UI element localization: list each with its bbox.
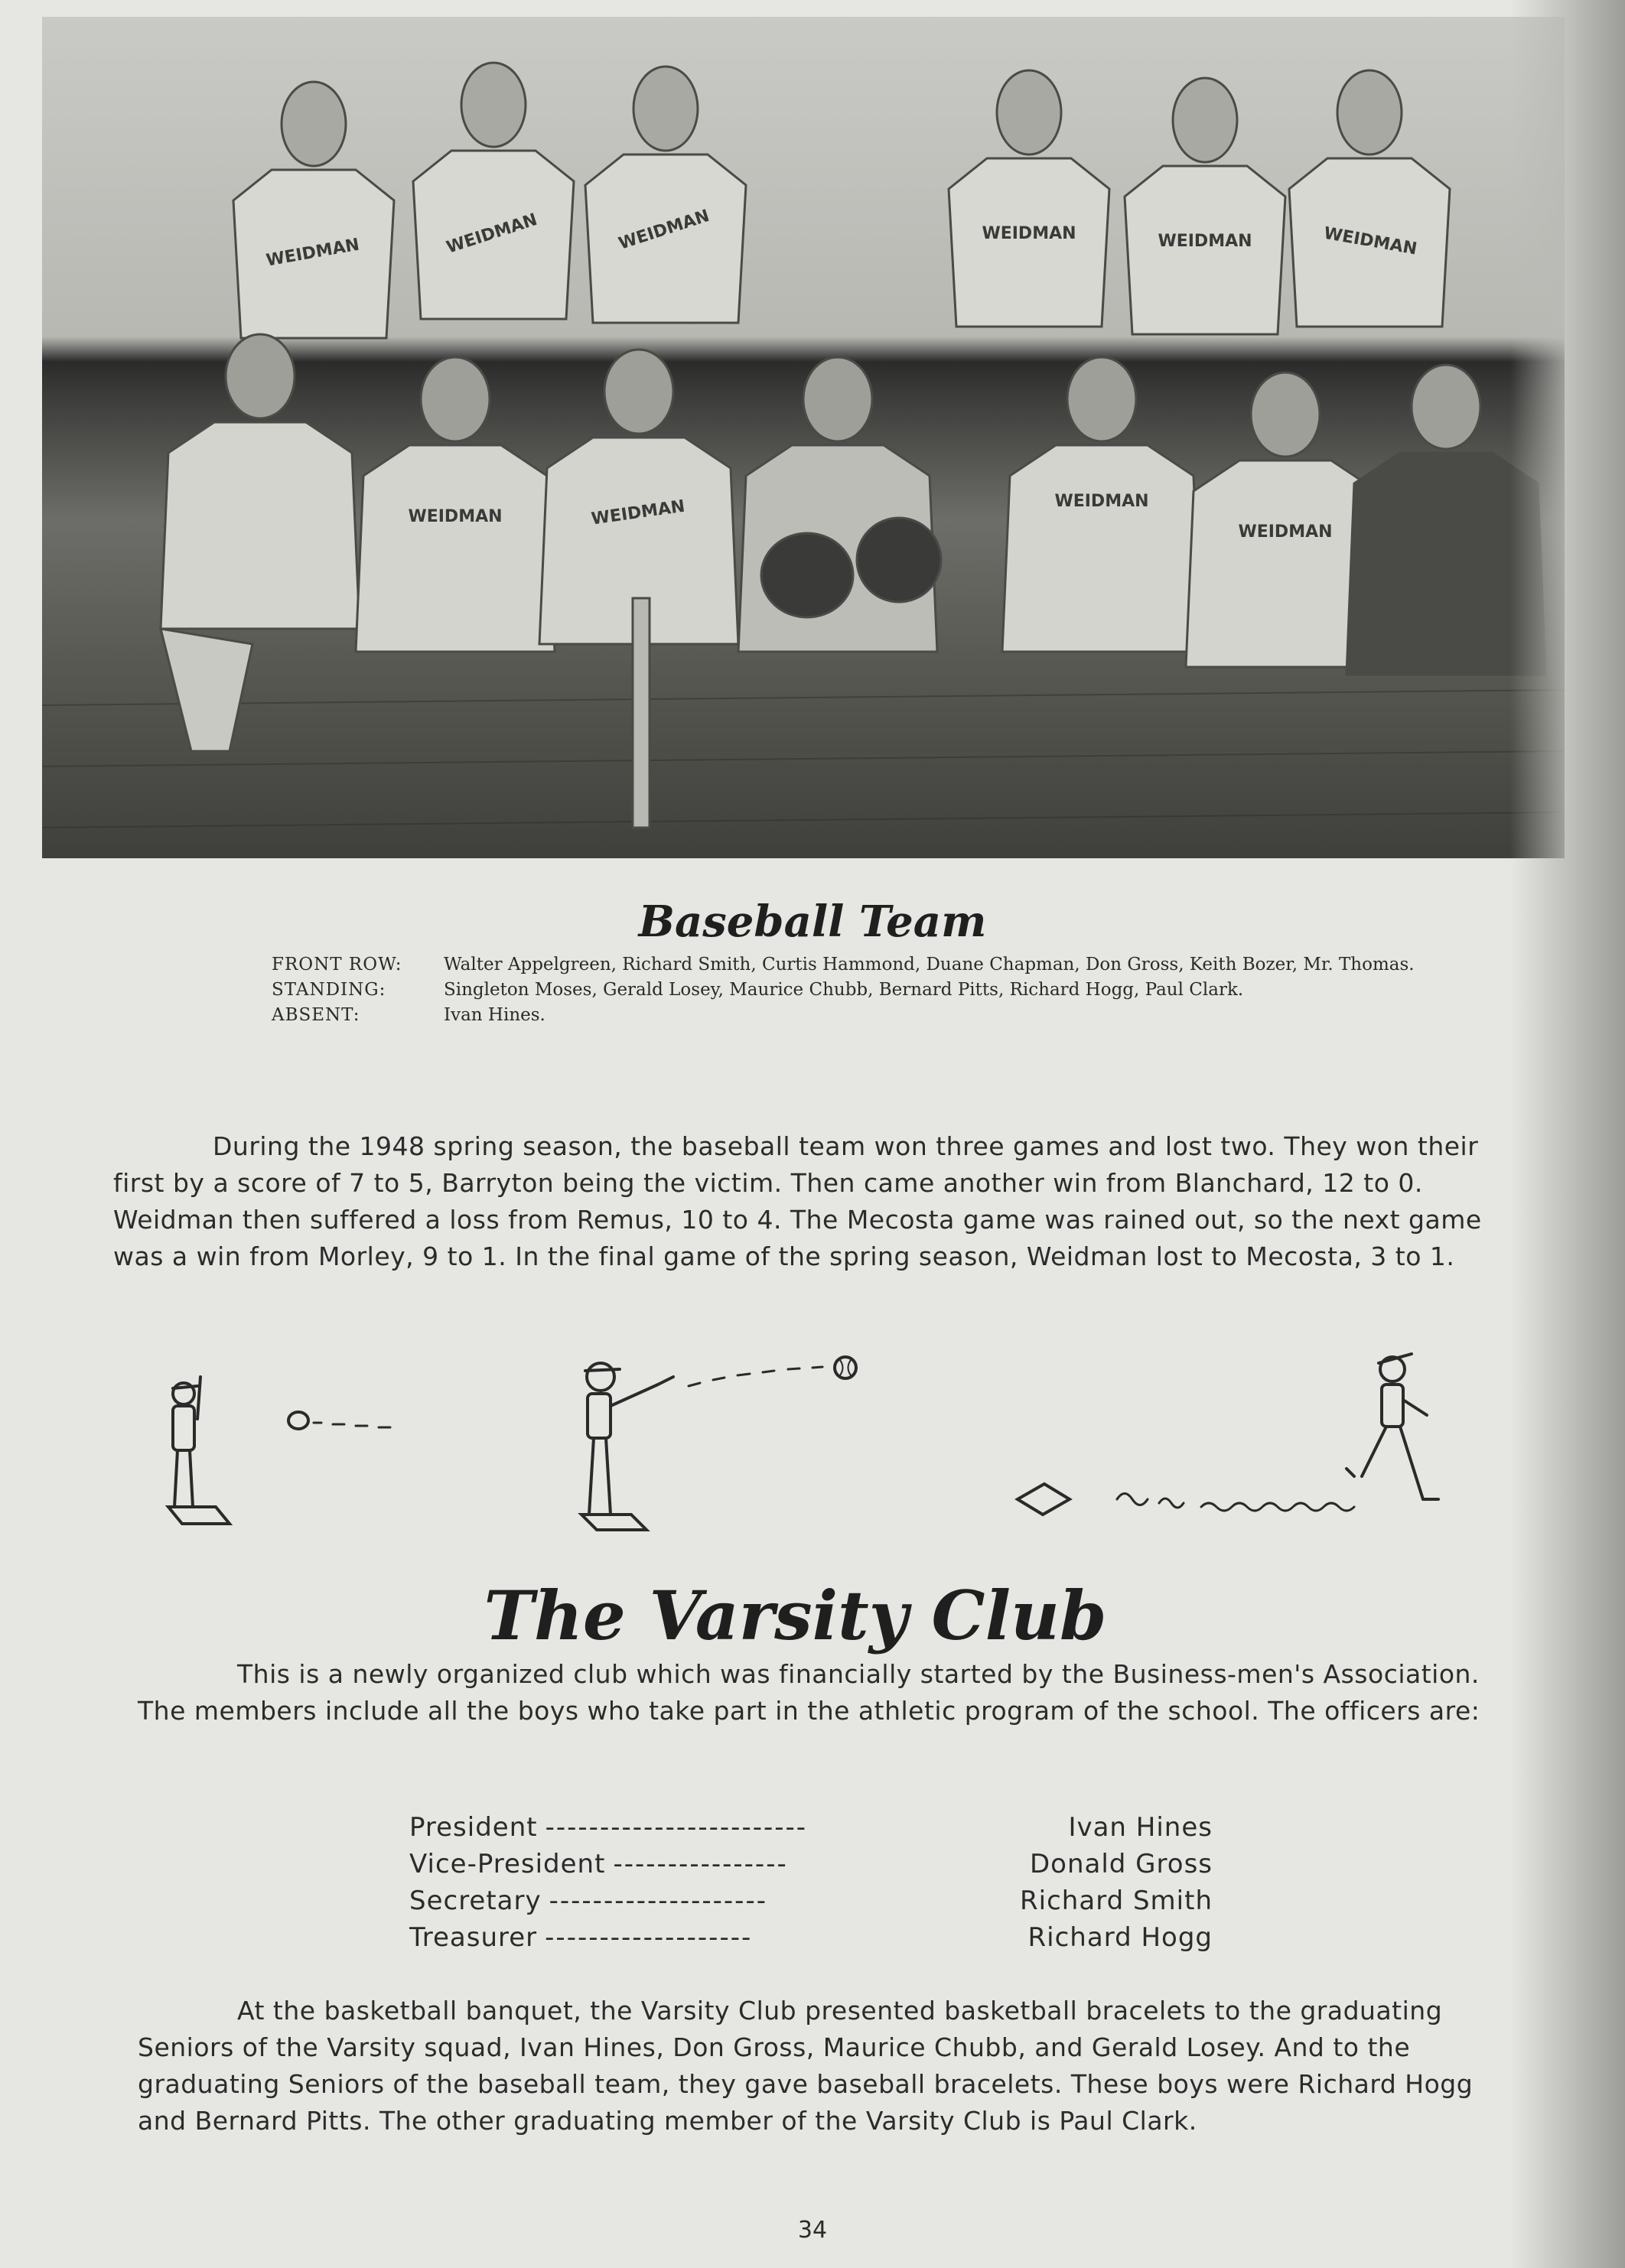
baseball-roster [272,952,1419,1028]
batter-figure-icon [168,1377,230,1524]
roster-names-standing: Singleton Moses, Gerald Losey, Maurice Chubb, Bernard Pitts, Richard Hogg, Paul Clark. [444,980,1244,1000]
officer-name: Donald Gross [1029,1849,1213,1879]
officer-leader-dashes: -------------------- [549,1886,767,1916]
page-number: 34 [797,2217,828,2244]
runner-figure-icon [1347,1354,1438,1499]
ball-icon [835,1357,856,1378]
jersey-text: WEIDMAN [1158,232,1252,251]
officer-leader-dashes: ---------------- [613,1849,788,1879]
officer-leader-dashes: ------------------- [545,1922,753,1953]
team-photo-figures [42,17,1565,858]
varsity-closing-paragraph [138,1993,1515,2139]
jersey-text: WEIDMAN [616,206,712,254]
jersey-text: WEIDMAN [265,235,361,271]
varsity-club-title: The Varsity Club [484,1576,1107,1655]
roster-label-absent: ABSENT: [272,1005,360,1025]
roster-label-front-row: FRONT ROW: [272,955,402,975]
roster-front-row [272,952,1419,978]
varsity-intro-text: This is a newly organized club which was financially started by the Business-men's Association. The members include all the boys who take part in the athletic program of the school. The officers are: [138,1659,1480,1726]
varsity-intro-paragraph [138,1656,1519,1729]
dust-trail-icon [1117,1494,1354,1511]
team-photo [42,17,1565,858]
roster-standing [272,978,1419,1003]
officer-title: Vice-President [409,1849,606,1879]
jersey-text: WEIDMAN [982,224,1076,243]
officer-title: Secretary [409,1886,542,1916]
baseball-team-title: Baseball Team [638,896,987,947]
officer-row-treasurer [409,1919,1213,1956]
officer-row-secretary [409,1882,1213,1919]
jersey-text: WEIDMAN [1322,223,1418,259]
officer-title: President [409,1812,538,1843]
baseball-cartoon-illustrations [138,1346,1454,1576]
roster-absent [272,1003,1419,1028]
batter-swinging-figure-icon [581,1363,822,1530]
ball-icon [288,1412,390,1429]
roster-names-front-row: Walter Appelgreen, Richard Smith, Curtis Hammond, Duane Chapman, Don Gross, Keith Bozer, Mr. Thomas. [444,955,1415,975]
binding-shadow [1510,0,1625,2268]
officer-name: Richard Smith [1020,1886,1213,1916]
officer-name: Richard Hogg [1027,1922,1213,1953]
base-icon [1018,1484,1070,1515]
jersey-text: WEIDMAN [444,210,540,258]
officer-leader-dashes: ------------------------ [545,1812,808,1843]
officers-list [409,1809,1213,1956]
officer-name: Ivan Hines [1068,1812,1213,1843]
baseball-season-text: During the 1948 spring season, the baseball team won three games and lost two. They won their first by a score of 7 to 5, Barryton being the victim. Then came another win from Blanchard, 12 to 0. Weidman then suffered a loss from Remus, 10 to 4. The Mecosta game was rained out, so the next game was a win from Morley, 9 to 1. In the final game of the spring season, Weidman lost to Mecosta, 3 to 1. [113,1131,1482,1271]
officer-row-president [409,1809,1213,1846]
officer-title: Treasurer [409,1922,538,1953]
roster-names-absent: Ivan Hines. [444,1005,545,1025]
jersey-text: WEIDMAN [408,507,503,526]
jersey-text: WEIDMAN [1238,522,1333,542]
varsity-closing-text: At the basketball banquet, the Varsity Club presented basketball bracelets to the graduating Seniors of the Varsity squad, Ivan Hines, Don Gross, Maurice Chubb, and Gerald Losey. And to the graduating Seniors of the baseball team, they gave baseball bracelets. These boys were Richard Hogg and Bernard Pitts. The other graduating member of the Varsity Club is Paul Clark. [138,1996,1474,2136]
roster-label-standing: STANDING: [272,980,386,1000]
officer-row-vice-president [409,1846,1213,1882]
jersey-text: WEIDMAN [590,496,686,529]
jersey-text: WEIDMAN [1054,492,1149,511]
baseball-season-paragraph [113,1128,1532,1275]
